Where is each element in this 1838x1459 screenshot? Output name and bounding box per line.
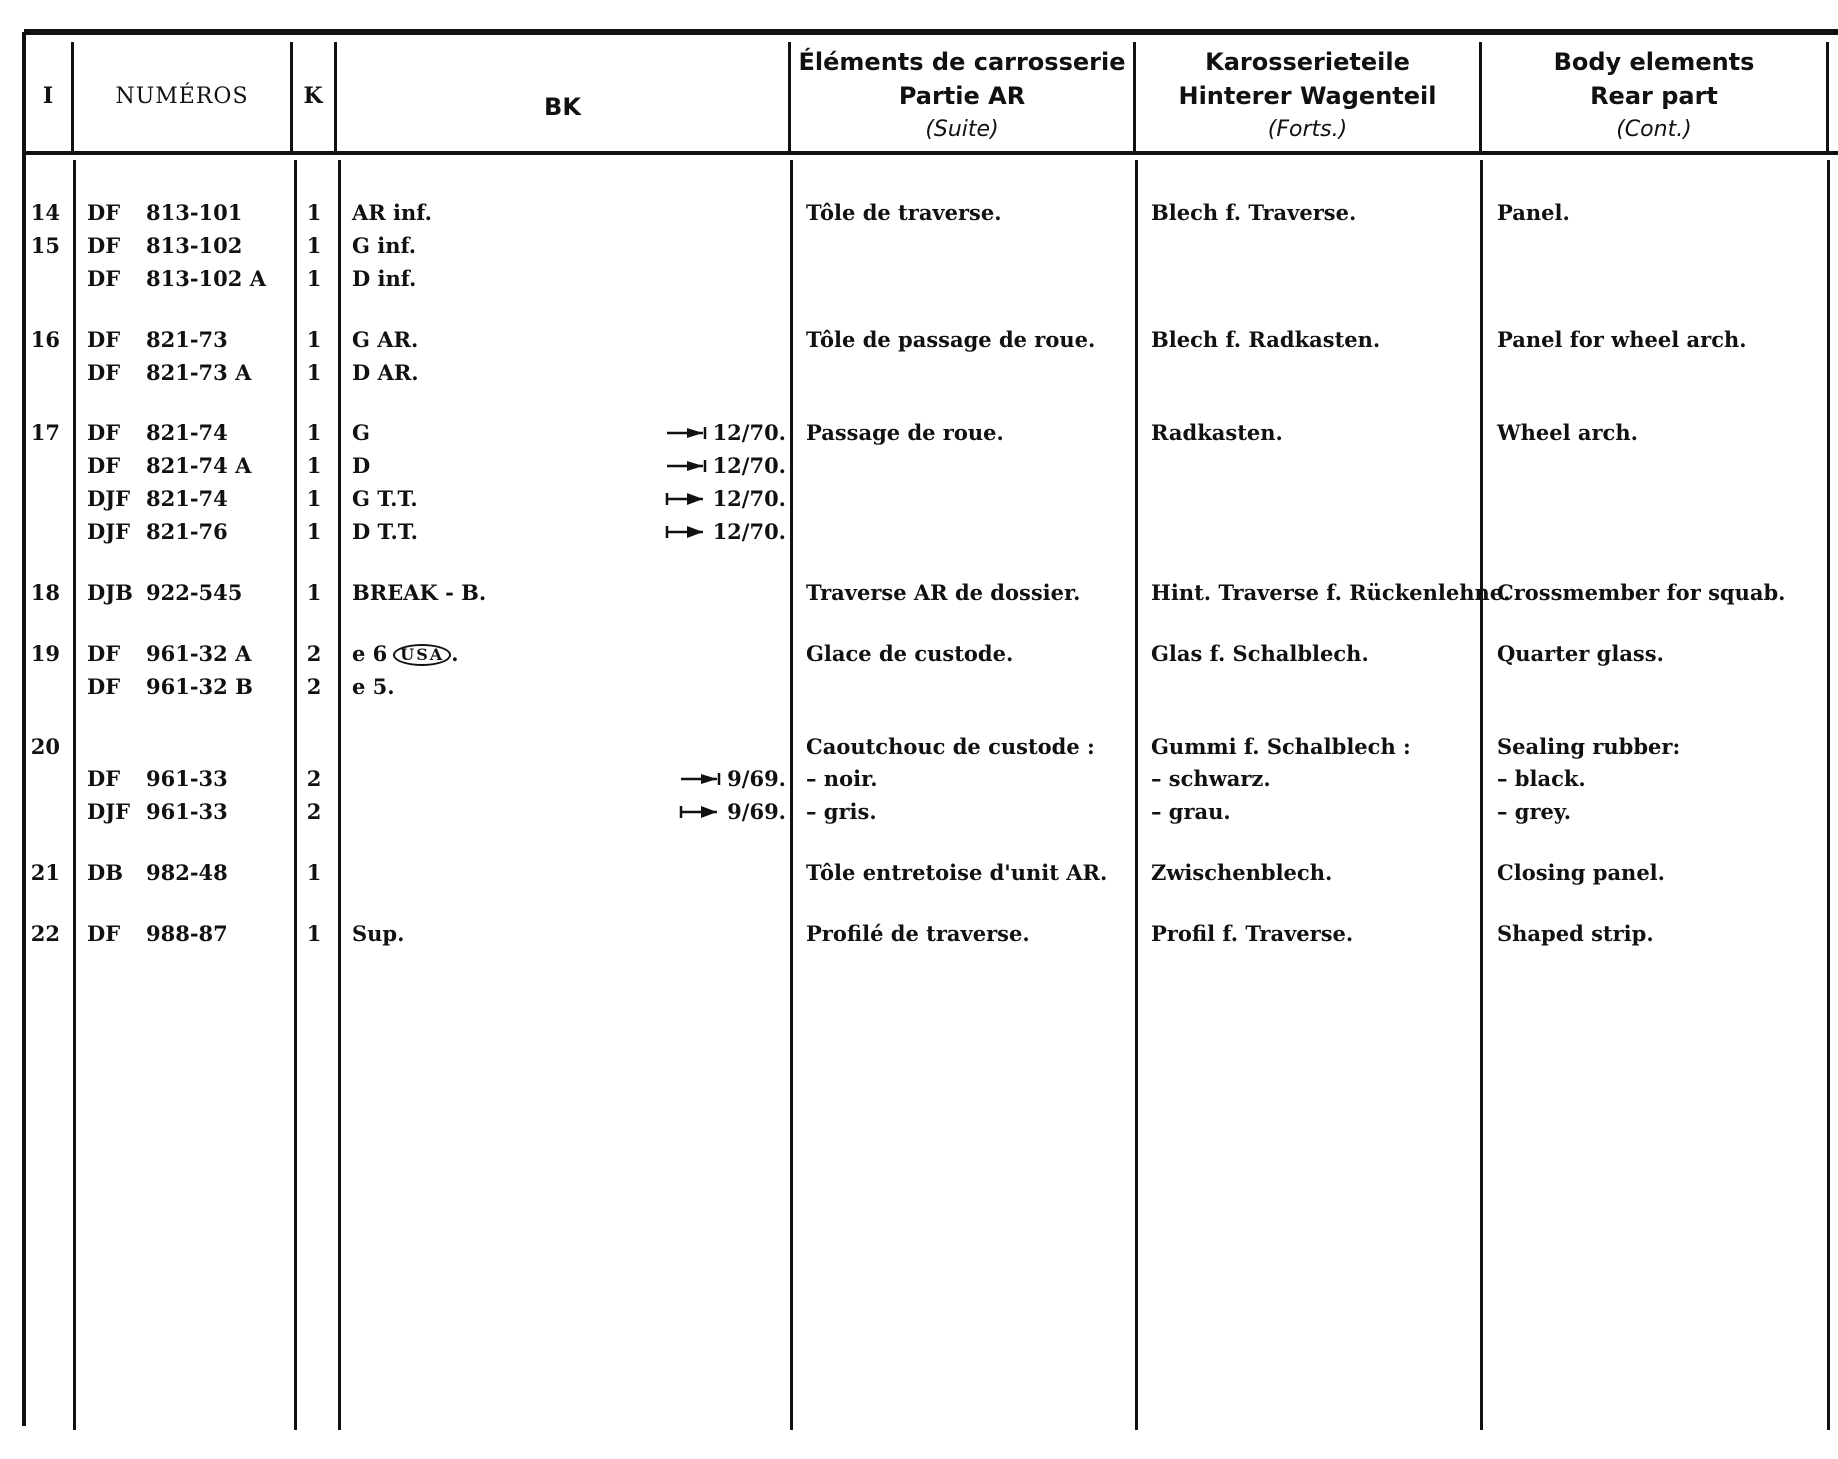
description-english: Shaped strip. [1497,921,1654,946]
date-arrow [679,772,723,786]
column-divider [790,160,793,1430]
part-number: 821-74 [146,420,228,445]
header-divider [1826,42,1829,152]
column-divider [294,160,297,1430]
description-french: Tôle de passage de roue. [806,327,1096,352]
item-number: 19 [30,641,60,666]
part-prefix: DJF [87,519,131,544]
date-limit [656,453,786,479]
date-arrow [665,426,709,440]
part-number: 821-73 [146,327,228,352]
until-date-arrow-icon [665,426,709,440]
part-prefix: DF [87,266,121,291]
part-number: 821-74 [146,486,228,511]
quantity: 2 [306,799,322,824]
date-text: 12/70. [712,453,786,478]
description-english: Closing panel. [1497,860,1665,885]
until-date-arrow-icon [665,459,709,473]
quantity: 1 [306,580,322,605]
date-text: 12/70. [712,486,786,511]
part-number: 961-32 A [146,641,252,666]
bk-designation: G T.T. [352,486,418,511]
description-french: Tôle de traverse. [806,200,1002,225]
item-number: 21 [30,860,60,885]
part-number: 813-101 [146,200,243,225]
usa-badge: USA [393,644,451,666]
quantity: 1 [306,266,322,291]
description-french: – noir. [806,766,878,791]
description-german: Hint. Traverse f. Rückenlehne. [1151,580,1511,605]
quantity: 1 [306,327,322,352]
bk-designation: G AR. [352,327,419,352]
quantity: 2 [306,641,322,666]
item-number: 18 [30,580,60,605]
quantity: 1 [306,233,322,258]
header-bk: BK [544,93,581,121]
part-prefix: DF [87,921,121,946]
description-english: – grey. [1497,799,1572,824]
part-prefix: DB [87,860,123,885]
quantity: 1 [306,486,322,511]
item-number: 22 [30,921,60,946]
item-number: 14 [30,200,60,225]
quantity: 1 [306,921,322,946]
description-french: Caoutchouc de custode : [806,734,1095,759]
bk-designation: G [352,420,370,445]
column-divider [338,160,341,1430]
from-date-arrow-icon [679,805,723,819]
part-prefix: DF [87,766,121,791]
header-item: I [42,83,55,109]
column-divider [73,160,76,1430]
part-prefix: DF [87,360,121,385]
bk-designation: G inf. [352,233,417,258]
from-date-arrow-icon [665,492,709,506]
header-rule [24,151,1838,155]
description-german: Radkasten. [1151,420,1283,445]
part-number: 961-32 B [146,674,253,699]
part-number: 813-102 A [146,266,266,291]
description-english: – black. [1497,766,1586,791]
quantity: 1 [306,420,322,445]
description-english: Panel. [1497,200,1570,225]
quantity: 2 [306,674,322,699]
description-french: Tôle entretoise d'unit AR. [806,860,1108,885]
description-english: Sealing rubber: [1497,734,1681,759]
date-arrow [665,525,709,539]
bk-designation: e 5. [352,674,395,699]
date-arrow [665,459,709,473]
part-prefix: DF [87,420,121,445]
description-german: – grau. [1151,799,1231,824]
description-english: Crossmember for squab. [1497,580,1786,605]
part-prefix: DF [87,641,121,666]
part-number: 961-33 [146,766,228,791]
date-text: 9/69. [727,799,786,824]
part-prefix: DJB [87,580,133,605]
date-text: 9/69. [727,766,786,791]
item-number: 20 [30,734,60,759]
description-german: Glas f. Schalblech. [1151,641,1369,666]
quantity: 1 [306,453,322,478]
bk-designation: e 6 USA . [352,641,459,666]
bk-designation: BREAK - B. [352,580,487,605]
date-limit [656,766,786,792]
description-french: Glace de custode. [806,641,1014,666]
date-limit [656,799,786,825]
header-quantity: K [303,83,324,109]
item-number: 15 [30,233,60,258]
part-number: 821-76 [146,519,228,544]
top-rule [24,29,1838,35]
column-divider [1480,160,1483,1430]
description-english: Quarter glass. [1497,641,1664,666]
bk-suffix: . [451,641,459,666]
description-german: Blech f. Traverse. [1151,200,1357,225]
bk-designation: Sup. [352,921,405,946]
part-number: 813-102 [146,233,243,258]
from-date-arrow-icon [665,525,709,539]
part-prefix: DF [87,327,121,352]
description-french: – gris. [806,799,877,824]
column-divider [1135,160,1138,1430]
description-english: Wheel arch. [1497,420,1638,445]
until-date-arrow-icon [679,772,723,786]
date-text: 12/70. [712,519,786,544]
date-limit [656,519,786,545]
quantity: 1 [306,360,322,385]
quantity: 1 [306,200,322,225]
date-text: 12/70. [712,420,786,445]
description-german: Profil f. Traverse. [1151,921,1354,946]
part-prefix: DJF [87,486,131,511]
quantity: 1 [306,860,322,885]
quantity: 2 [306,766,322,791]
part-number: 988-87 [146,921,228,946]
bk-designation: D inf. [352,266,417,291]
quantity: 1 [306,519,322,544]
part-prefix: DF [87,233,121,258]
description-french: Profilé de traverse. [806,921,1030,946]
part-number: 961-33 [146,799,228,824]
bk-designation: D T.T. [352,519,418,544]
description-french: Passage de roue. [806,420,1004,445]
date-arrow [665,492,709,506]
item-number: 16 [30,327,60,352]
description-german: Gummi f. Schalblech : [1151,734,1411,759]
bk-designation: D AR. [352,360,419,385]
part-prefix: DF [87,200,121,225]
header-french: Éléments de carrosserie Partie AR (Suite) [798,48,1126,142]
part-prefix: DF [87,674,121,699]
date-limit [656,420,786,446]
date-limit [656,486,786,512]
description-english: Panel for wheel arch. [1497,327,1747,352]
part-number: 922-545 [146,580,243,605]
part-number: 821-73 A [146,360,252,385]
part-number: 821-74 A [146,453,252,478]
description-german: Blech f. Radkasten. [1151,327,1381,352]
item-number: 17 [30,420,60,445]
part-prefix: DJF [87,799,131,824]
bk-designation: AR inf. [352,200,432,225]
column-divider [1827,160,1830,1430]
date-arrow [679,805,723,819]
header-german: Karosserieteile Hinterer Wagenteil (Forts.) [1178,48,1437,142]
bk-designation: D [352,453,371,478]
description-german: – schwarz. [1151,766,1271,791]
part-number: 982-48 [146,860,228,885]
description-french: Traverse AR de dossier. [806,580,1081,605]
description-german: Zwischenblech. [1151,860,1333,885]
header-numeros: NUMÉROS [115,83,249,109]
part-prefix: DF [87,453,121,478]
header-english: Body elements Rear part (Cont.) [1553,48,1755,142]
